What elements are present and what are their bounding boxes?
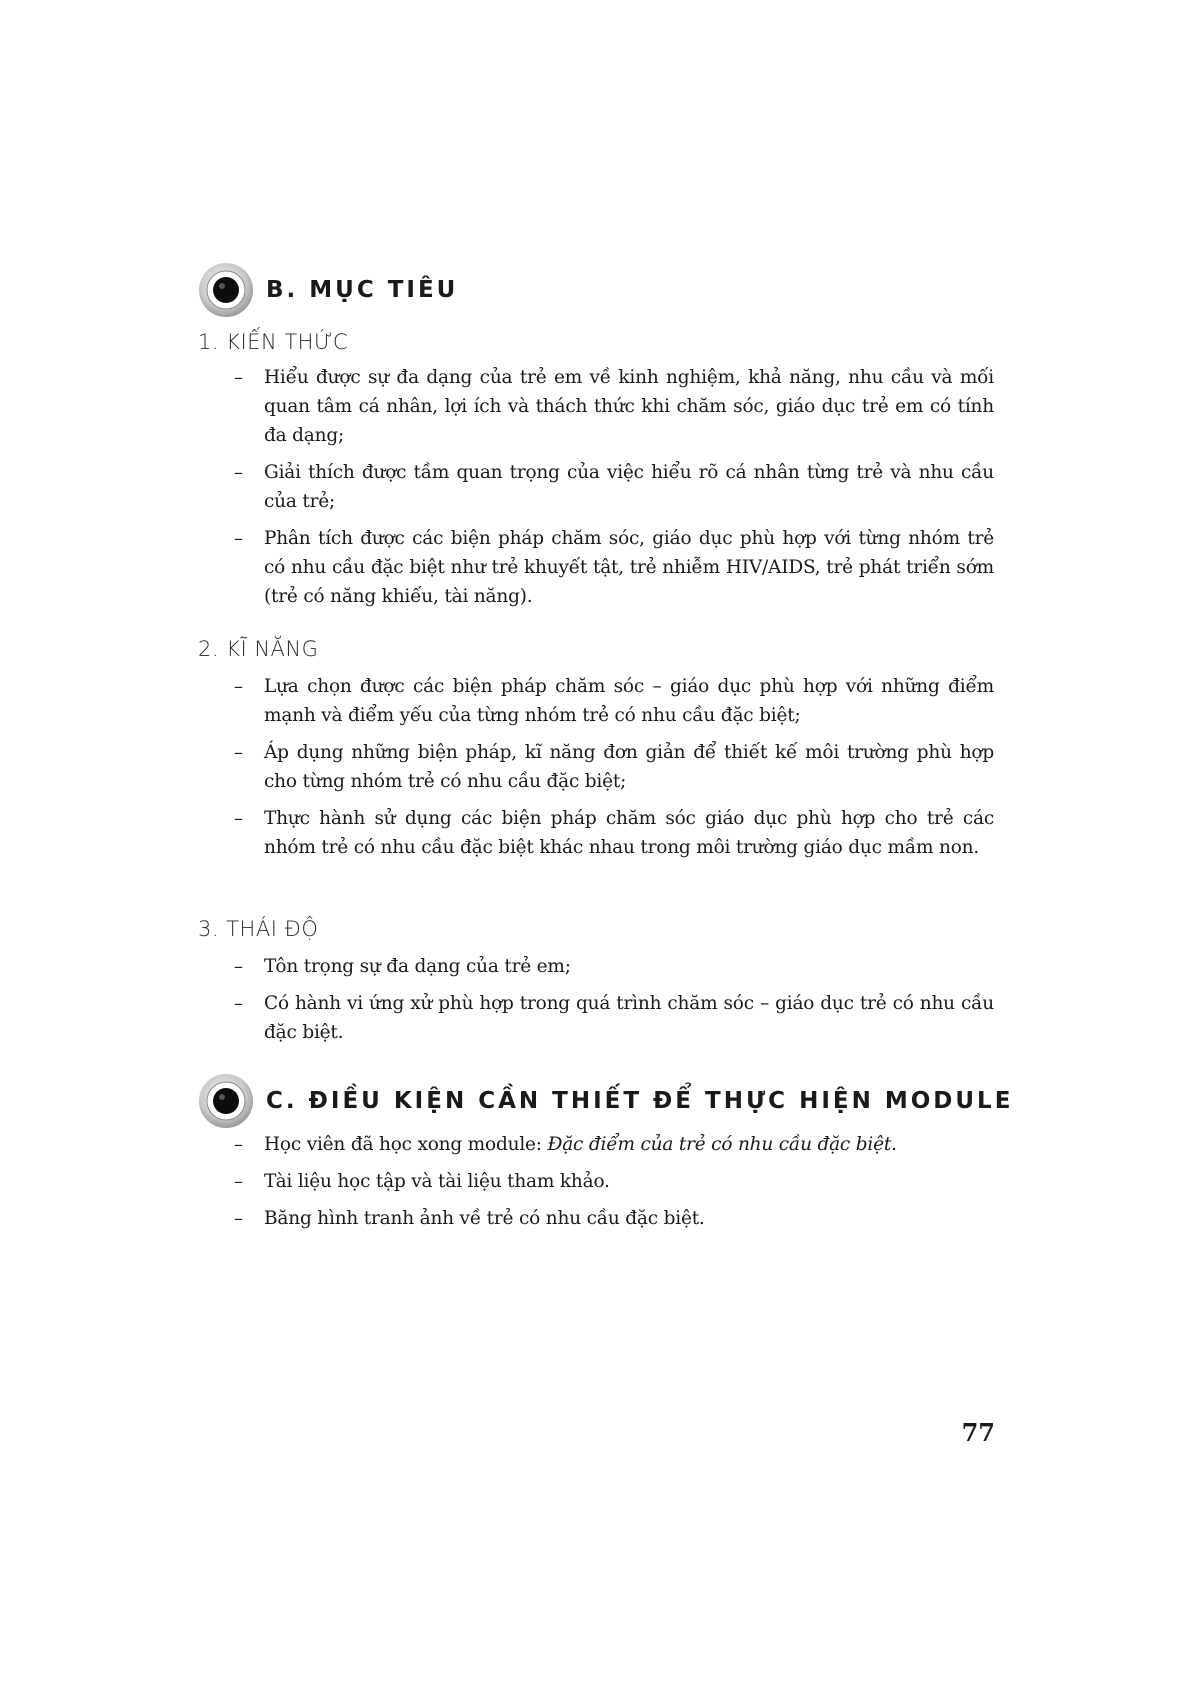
dash-marker: – [234,676,243,697]
target-bullet-icon [198,262,254,318]
list-item [234,1167,994,1196]
list-item-text: Phân tích được các biện pháp chăm sóc, giáo dục phù hợp với từng nhóm trẻ có nhu cầu đặc biệt như trẻ khuyết tật, trẻ nhiễm HIV/AIDS, trẻ phát triển sớm (trẻ có năng khiếu, tài năng). [264,528,994,607]
list-item [234,738,994,796]
dash-marker: – [234,462,243,483]
list-item [234,989,994,1047]
section-b-heading [198,262,458,318]
dash-marker: – [234,742,243,763]
list-item-text [264,1130,994,1159]
target-bullet-icon [198,1073,254,1129]
dash-marker: – [234,1134,243,1155]
attitude-heading: 3. THÁI ĐỘ [198,917,319,941]
list-item [234,1130,994,1159]
list-item [234,804,994,862]
attitude-list [234,952,994,1055]
list-item-text: Áp dụng những biện pháp, kĩ năng đơn giản để thiết kế môi trường phù hợp cho từng nhóm trẻ có nhu cầu đặc biệt; [264,742,994,792]
list-item [234,952,994,981]
knowledge-list [234,363,994,619]
list-item [234,363,994,450]
skills-list [234,672,994,870]
list-item-text: Tôn trọng sự đa dạng của trẻ em; [264,956,571,977]
knowledge-heading: 1. KIẾN THỨC [198,330,349,354]
section-b-title: B. MỤC TIÊU [266,277,459,303]
section-c-heading [198,1073,1013,1129]
dash-marker: – [234,808,243,829]
dash-marker: – [234,1208,243,1229]
list-item [234,672,994,730]
list-item-text: Thực hành sử dụng các biện pháp chăm sóc giáo dục phù hợp cho trẻ các nhóm trẻ có nhu cầu đặc biệt khác nhau trong môi trường giáo dục mầm non. [264,808,994,858]
list-item-text: Có hành vi ứng xử phù hợp trong quá trình chăm sóc – giáo dục trẻ có nhu cầu đặc biệt. [264,993,994,1043]
dash-marker: – [234,528,243,549]
dash-marker: – [234,367,243,388]
list-item [234,458,994,516]
module-suffix: . [891,1134,897,1155]
list-item-text: Lựa chọn được các biện pháp chăm sóc – giáo dục phù hợp với những điểm mạnh và điểm yếu của từng nhóm trẻ có nhu cầu đặc biệt; [264,676,994,726]
list-item-text: Hiểu được sự đa dạng của trẻ em về kinh nghiệm, khả năng, nhu cầu và mối quan tâm cá nhân, lợi ích và thách thức khi chăm sóc, giáo dục trẻ em có tính đa dạng; [264,367,994,446]
dash-marker: – [234,993,243,1014]
section-c-title: C. ĐIỀU KIỆN CẦN THIẾT ĐỂ THỰC HIỆN MODULE [266,1088,1014,1114]
list-item [234,524,994,611]
skills-heading: 2. KĨ NĂNG [198,637,319,661]
requirements-list [234,1130,994,1241]
dash-marker: – [234,956,243,977]
list-item-text: Tài liệu học tập và tài liệu tham khảo. [264,1171,610,1192]
list-item [234,1204,994,1233]
list-item-text: Băng hình tranh ảnh về trẻ có nhu cầu đặc biệt. [264,1208,705,1229]
module-name: Đặc điểm của trẻ có nhu cầu đặc biệt [547,1134,892,1155]
page-number: 77 [961,1418,995,1447]
list-item-text: Giải thích được tầm quan trọng của việc hiểu rõ cá nhân từng trẻ và nhu cầu của trẻ; [264,462,994,512]
dash-marker: – [234,1171,243,1192]
module-prefix: Học viên đã học xong module: [264,1134,548,1155]
